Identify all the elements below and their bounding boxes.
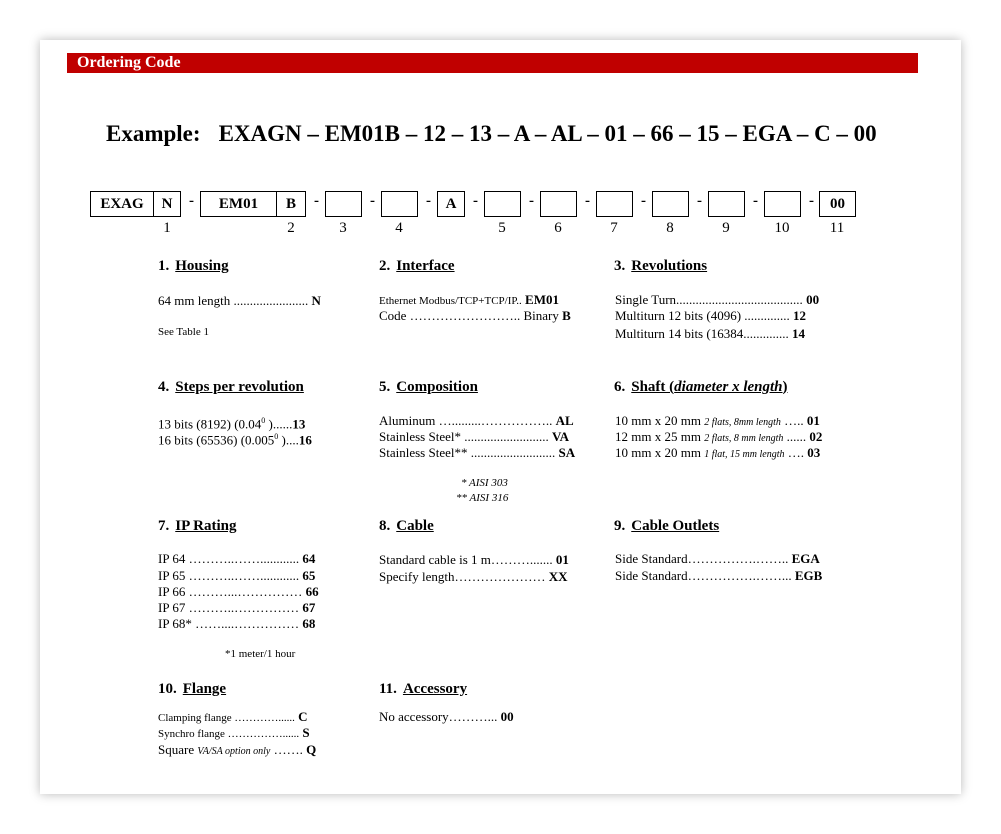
code-dash: - bbox=[370, 193, 375, 209]
code-dash: - bbox=[585, 193, 590, 209]
position-number: 4 bbox=[395, 220, 403, 236]
position-number: 6 bbox=[554, 220, 562, 236]
flange-option: Clamping flange …………...... C bbox=[158, 709, 308, 724]
ip-footnote: *1 meter/1 hour bbox=[225, 648, 296, 660]
code-box-composition bbox=[484, 191, 521, 217]
flange-option: Synchro flange ……………...... S bbox=[158, 725, 310, 740]
code-box-cable bbox=[652, 191, 689, 217]
ip-option: IP 65 ………..……............ 65 bbox=[158, 568, 316, 583]
ip-option: IP 67 ………..…………… 67 bbox=[158, 600, 316, 615]
housing-note: See Table 1 bbox=[158, 326, 209, 338]
section-banner bbox=[67, 53, 918, 73]
code-dash: - bbox=[426, 193, 431, 209]
composition-footnote: * AISI 303 bbox=[461, 477, 508, 489]
section-heading-revolutions: 3. Revolutions bbox=[614, 258, 708, 274]
example-label: Example: bbox=[106, 121, 201, 146]
position-number: 10 bbox=[774, 220, 790, 236]
code-dash: - bbox=[189, 193, 194, 209]
code-box-steps bbox=[381, 191, 418, 217]
revolutions-option: Multiturn 12 bits (4096) .............. 12 bbox=[615, 308, 807, 323]
cable-option: Specify length………………… XX bbox=[379, 569, 568, 584]
interface-option: Ethernet Modbus/TCP+TCP/IP.. EM01 bbox=[379, 292, 559, 307]
example-code-value: EXAGN – EM01B – 12 – 13 – A – AL – 01 – 66 – 15 – EGA – C – 00 bbox=[218, 121, 877, 146]
code-box-outlets bbox=[708, 191, 745, 217]
banner-title: Ordering Code bbox=[77, 54, 181, 71]
code-box-ip bbox=[596, 191, 633, 217]
section-heading-housing: 1. Housing bbox=[158, 258, 229, 274]
position-number: 1 bbox=[163, 220, 171, 236]
outlet-option: Side Standard…………….…….. EGA bbox=[615, 551, 820, 566]
interface-option: Code …………………….. Binary B bbox=[379, 308, 571, 323]
code-box-interface: B bbox=[276, 191, 306, 217]
ip-option: IP 66 ………...…………… 66 bbox=[158, 584, 319, 599]
code-box-exag: EXAG bbox=[90, 191, 154, 217]
example-code bbox=[106, 121, 877, 147]
shaft-option: 12 mm x 25 mm 2 flats, 8 mm length ...... 02 bbox=[615, 429, 823, 444]
accessory-option: No accessory………... 00 bbox=[379, 709, 514, 724]
code-dash: - bbox=[753, 193, 758, 209]
section-heading-flange: 10. Flange bbox=[158, 681, 227, 697]
ip-option: IP 68* ……....…………… 68 bbox=[158, 616, 316, 631]
section-heading-cable: 8. Cable bbox=[379, 518, 434, 534]
revolutions-option: Multiturn 14 bits (16384.............. 14 bbox=[615, 326, 805, 341]
code-dash: - bbox=[697, 193, 702, 209]
section-heading-composition: 5. Composition bbox=[379, 379, 478, 395]
position-number: 7 bbox=[610, 220, 618, 236]
code-box-revolutions bbox=[325, 191, 362, 217]
code-dash: - bbox=[809, 193, 814, 209]
ip-option: IP 64 ………..……............ 64 bbox=[158, 551, 316, 566]
code-box-housing: N bbox=[153, 191, 181, 217]
steps-option: 16 bits (65536) (0.005$^0$ )....16 bbox=[158, 432, 312, 448]
section-heading-cable-outlets: 9. Cable Outlets bbox=[614, 518, 720, 534]
shaft-option: 10 mm x 20 mm 1 flat, 15 mm length …. 03 bbox=[615, 445, 821, 460]
code-dash: - bbox=[529, 193, 534, 209]
position-number: 2 bbox=[287, 220, 295, 236]
composition-option: Stainless Steel** .......................... SA bbox=[379, 445, 576, 460]
code-dash: - bbox=[473, 193, 478, 209]
code-box-flange bbox=[764, 191, 801, 217]
code-box-em01: EM01 bbox=[200, 191, 277, 217]
position-number: 11 bbox=[829, 220, 845, 236]
flange-option: Square VA/SA option only ……. Q bbox=[158, 742, 317, 757]
section-heading-ip-rating: 7. IP Rating bbox=[158, 518, 237, 534]
shaft-option: 10 mm x 20 mm 2 flats, 8mm length ….. 01 bbox=[615, 413, 820, 428]
section-heading-accessory: 11. Accessory bbox=[379, 681, 468, 697]
position-number: 3 bbox=[339, 220, 347, 236]
housing-option: 64 mm length ....................... N bbox=[158, 293, 321, 308]
position-number: 9 bbox=[722, 220, 730, 236]
revolutions-option: Single Turn....................................... 00 bbox=[615, 292, 820, 307]
code-dash: - bbox=[314, 193, 319, 209]
steps-option: 13 bits (8192) (0.04$^0$ )......13 bbox=[158, 416, 306, 432]
code-box-a: A bbox=[437, 191, 465, 217]
composition-footnote: ** AISI 316 bbox=[456, 492, 509, 504]
code-dash: - bbox=[641, 193, 646, 209]
cable-option: Standard cable is 1 m………....... 01 bbox=[379, 552, 569, 567]
code-box-shaft bbox=[540, 191, 577, 217]
code-box-accessory: 00 bbox=[819, 191, 856, 217]
composition-option: Stainless Steel* .......................... VA bbox=[379, 429, 570, 444]
outlet-option: Side Standard…………….……... EGB bbox=[615, 568, 823, 583]
composition-option: Aluminum ….........…………….. AL bbox=[379, 413, 574, 428]
section-heading-shaft: 6. Shaft (diameter x length) bbox=[614, 379, 788, 395]
section-heading-steps: 4. Steps per revolution bbox=[158, 379, 304, 395]
position-number: 8 bbox=[666, 220, 674, 236]
section-heading-interface: 2. Interface bbox=[379, 258, 455, 274]
position-number: 5 bbox=[498, 220, 506, 236]
